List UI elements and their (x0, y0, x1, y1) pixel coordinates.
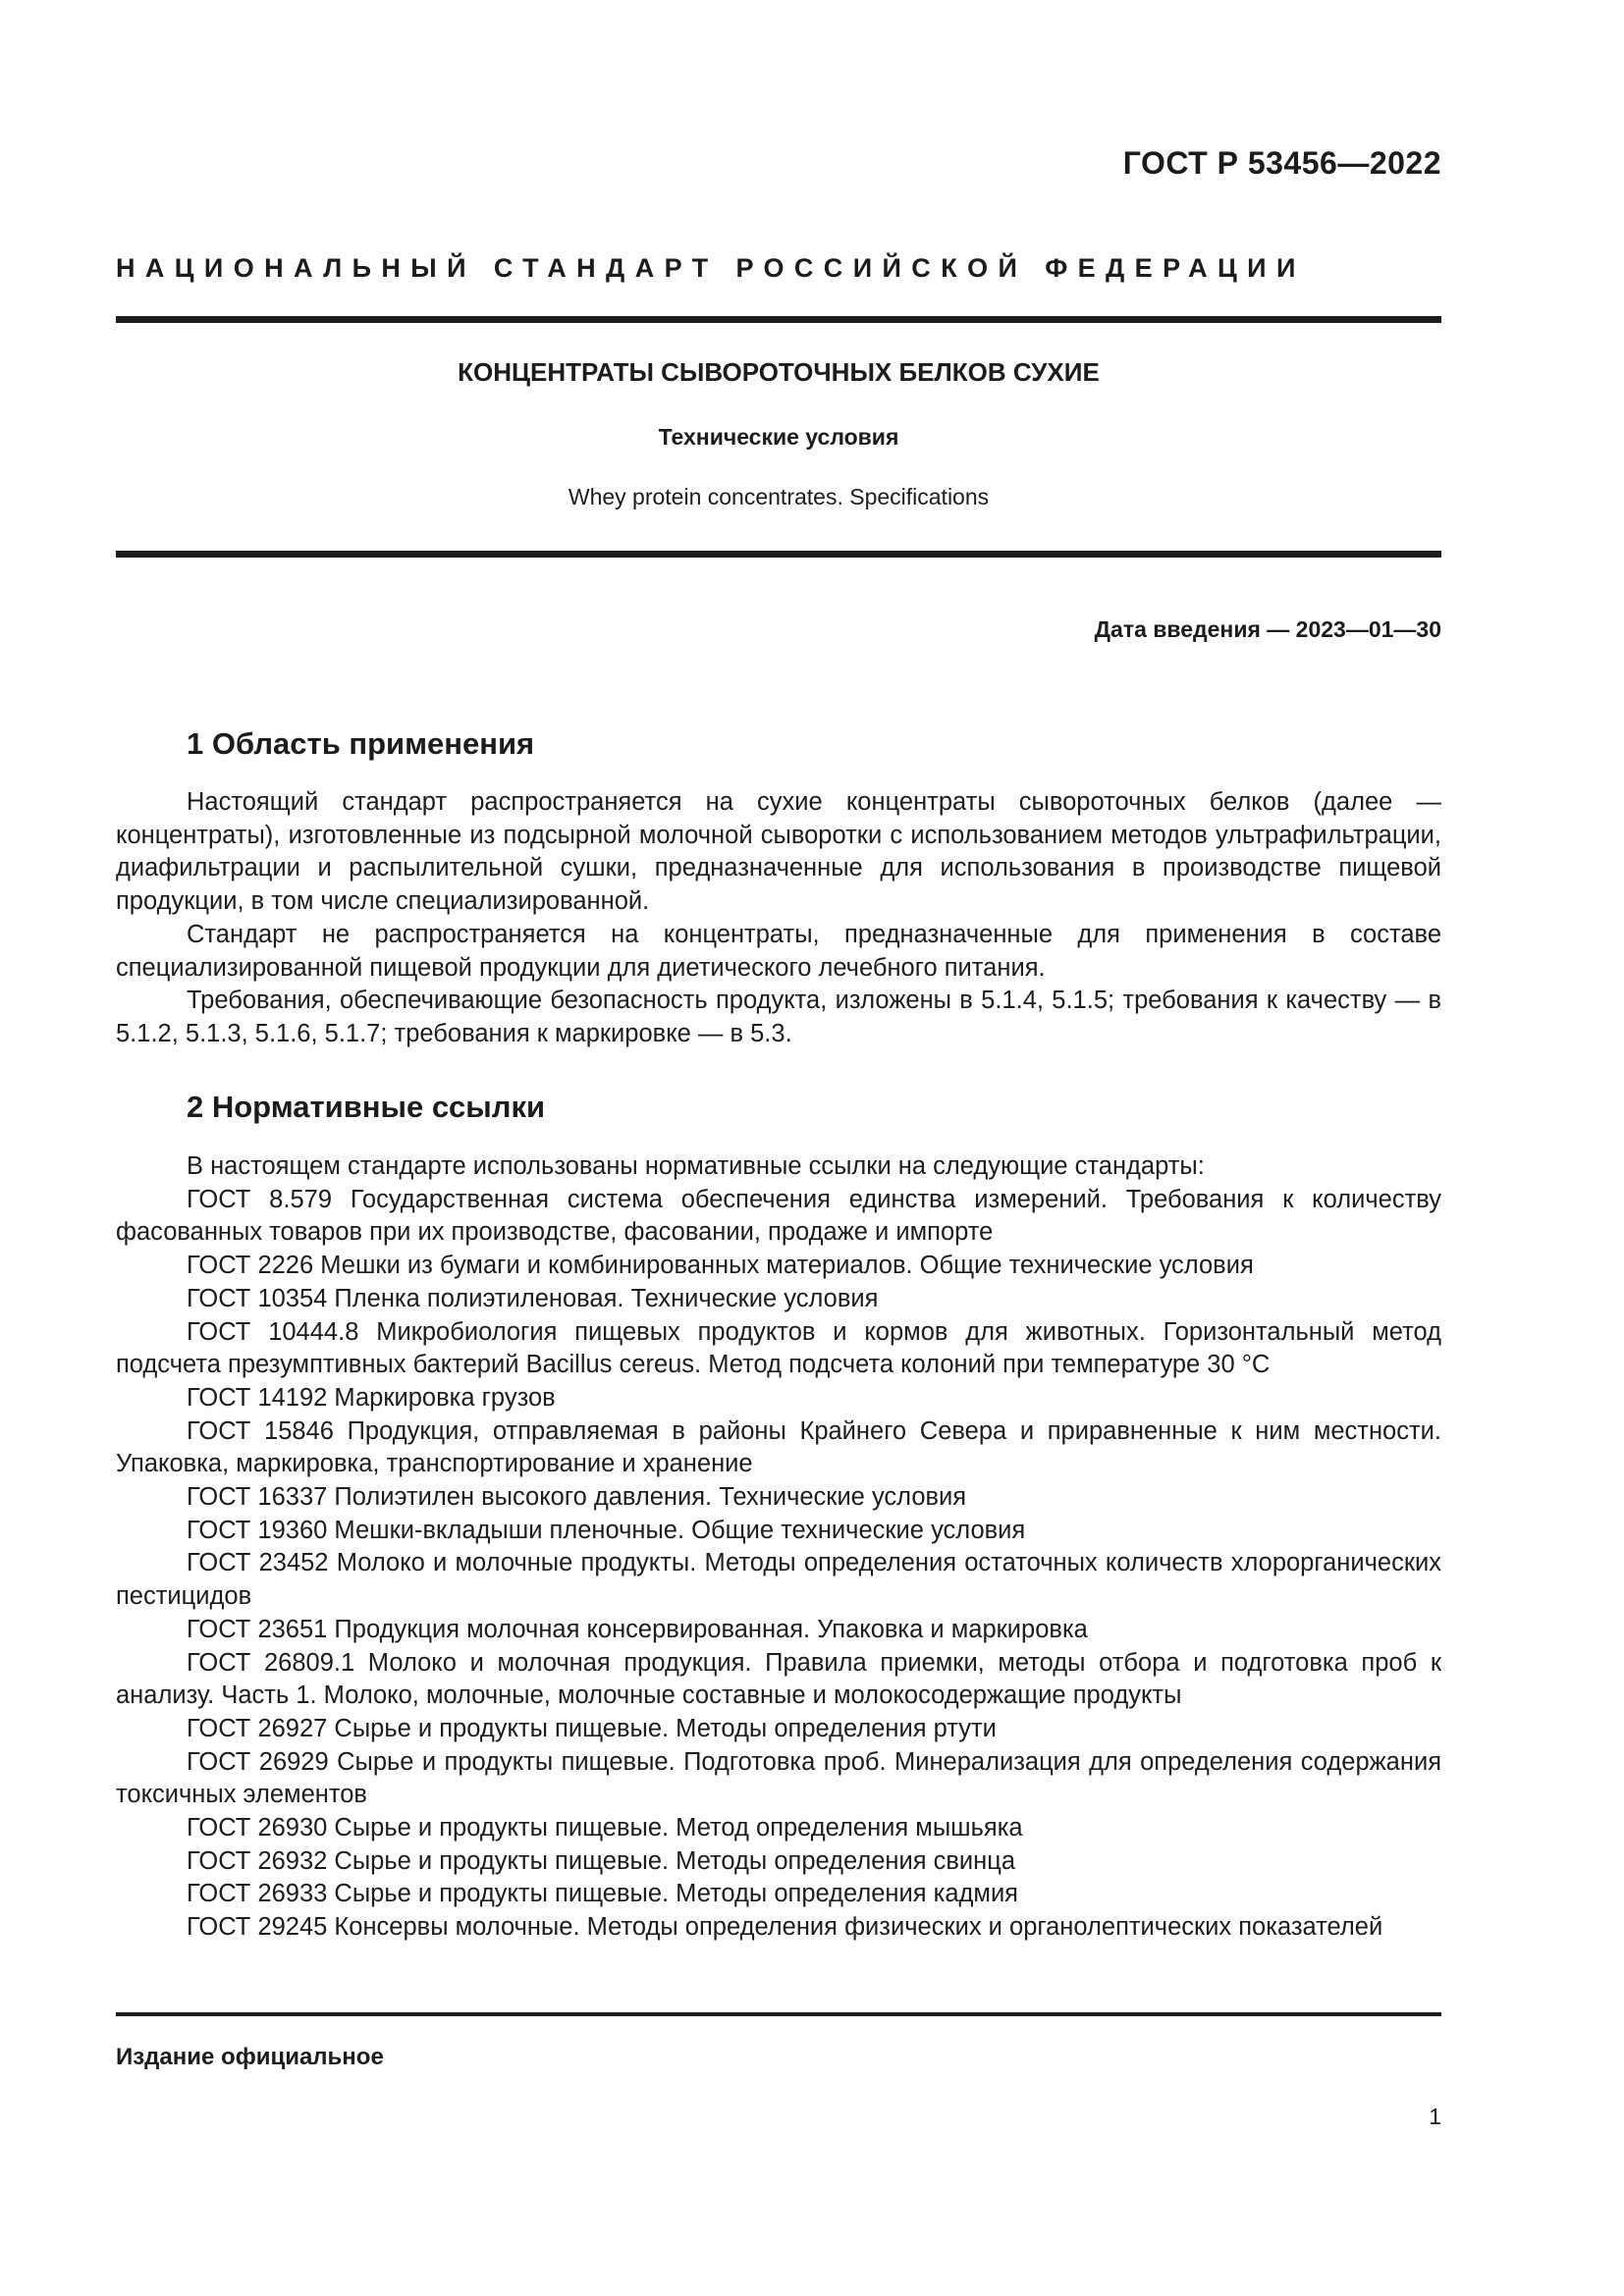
reference-item: ГОСТ 26932 Сырье и продукты пищевые. Методы определения свинца (187, 1846, 1016, 1875)
document-subtitle: Технические условия (658, 424, 899, 450)
reference-item: ГОСТ 26930 Сырье и продукты пищевые. Метод определения мышьяка (187, 1814, 1023, 1842)
section-heading: 2 Нормативные ссылки (187, 1090, 546, 1124)
reference-item: ГОСТ 16337 Полиэтилен высокого давления. Технические условия (187, 1483, 967, 1512)
reference-item: ГОСТ 19360 Мешки-вкладыши пленочные. Общие технические условия (187, 1516, 1026, 1544)
page-number: 1 (1429, 2104, 1441, 2129)
reference-item: ГОСТ 26929 Сырье и продукты пищевые. Подготовка проб. Минерализация для определения содержания токсичных элементов (116, 1747, 1441, 1809)
section-body (116, 786, 1441, 1051)
paragraph: Настоящий стандарт распространяется на сухие концентраты сывороточных белков (далее — концентраты), изготовленные из подсырной молочной сыворотки с использованием методов ультрафильтрации, диафильтрации и распылительной сушки, предназначенные для использования в производстве пищевой продукции, в том числе специализированной. (116, 788, 1441, 916)
reference-item: ГОСТ 10444.8 Микробиология пищевых продуктов и кормов для животных. Горизонтальный метод подсчета презумптивных бактерий Bacillus cereus. Метод подсчета колоний при температуре 30 °С (116, 1317, 1441, 1379)
section-heading: 1 Область применения (187, 726, 535, 761)
header-divider (116, 316, 1441, 323)
introduction-date: Дата введения — 2023—01—30 (1094, 616, 1441, 642)
edition-label: Издание официальное (116, 2044, 384, 2070)
reference-item: ГОСТ 10354 Пленка полиэтиленовая. Технические условия (187, 1284, 879, 1312)
reference-item: ГОСТ 23452 Молоко и молочные продукты. Методы определения остаточных количеств хлорорганических пестицидов (116, 1549, 1441, 1611)
reference-item: ГОСТ 26933 Сырье и продукты пищевые. Методы определения кадмия (187, 1880, 1018, 1908)
document-title: КОНЦЕНТРАТЫ СЫВОРОТОЧНЫХ БЕЛКОВ СУХИЕ (458, 357, 1100, 387)
footer-divider (116, 2012, 1441, 2016)
section-body (116, 1150, 1441, 1945)
paragraph: Требования, обеспечивающие безопасность продукта, изложены в 5.1.4, 5.1.5; требования к качеству — в 5.1.2, 5.1.3, 5.1.6, 5.1.7; требования к маркировке — в 5.3. (116, 987, 1441, 1047)
reference-item: ГОСТ 29245 Консервы молочные. Методы определения физических и органолептических показателей (187, 1913, 1383, 1942)
document-english-title: Whey protein concentrates. Specifications (568, 484, 990, 509)
paragraph: В настоящем стандарте использованы нормативные ссылки на следующие стандарты: (187, 1152, 1205, 1180)
national-standard-banner: НАЦИОНАЛЬНЫЙ СТАНДАРТ РОССИЙСКОЙ ФЕДЕРАЦИИ (116, 253, 1306, 283)
title-divider (116, 551, 1441, 558)
reference-item: ГОСТ 2226 Мешки из бумаги и комбинированных материалов. Общие технические условия (187, 1252, 1254, 1280)
reference-item: ГОСТ 26809.1 Молоко и молочная продукция. Правила приемки, методы отбора и подготовка проб к анализу. Часть 1. Молоко, молочные, молочные составные и молокосодержащие продукты (116, 1648, 1441, 1710)
paragraph: Стандарт не распространяется на концентраты, предназначенные для применения в составе специализированной пищевой продукции для диетического лечебного питания. (116, 920, 1441, 982)
reference-item: ГОСТ 8.579 Государственная система обеспечения единства измерений. Требования к количеству фасованных товаров при их производстве, фасовании, продаже и импорте (116, 1185, 1441, 1247)
reference-item: ГОСТ 26927 Сырье и продукты пищевые. Методы определения ртути (187, 1714, 997, 1742)
reference-item: ГОСТ 14192 Маркировка грузов (187, 1383, 556, 1412)
reference-item: ГОСТ 23651 Продукция молочная консервированная. Упаковка и маркировка (187, 1615, 1088, 1643)
gost-number: ГОСТ Р 53456—2022 (1122, 145, 1441, 181)
reference-item: ГОСТ 15846 Продукция, отправляемая в районы Крайнего Севера и приравненные к ним местности. Упаковка, маркировка, транспортирование и хранение (116, 1416, 1441, 1478)
